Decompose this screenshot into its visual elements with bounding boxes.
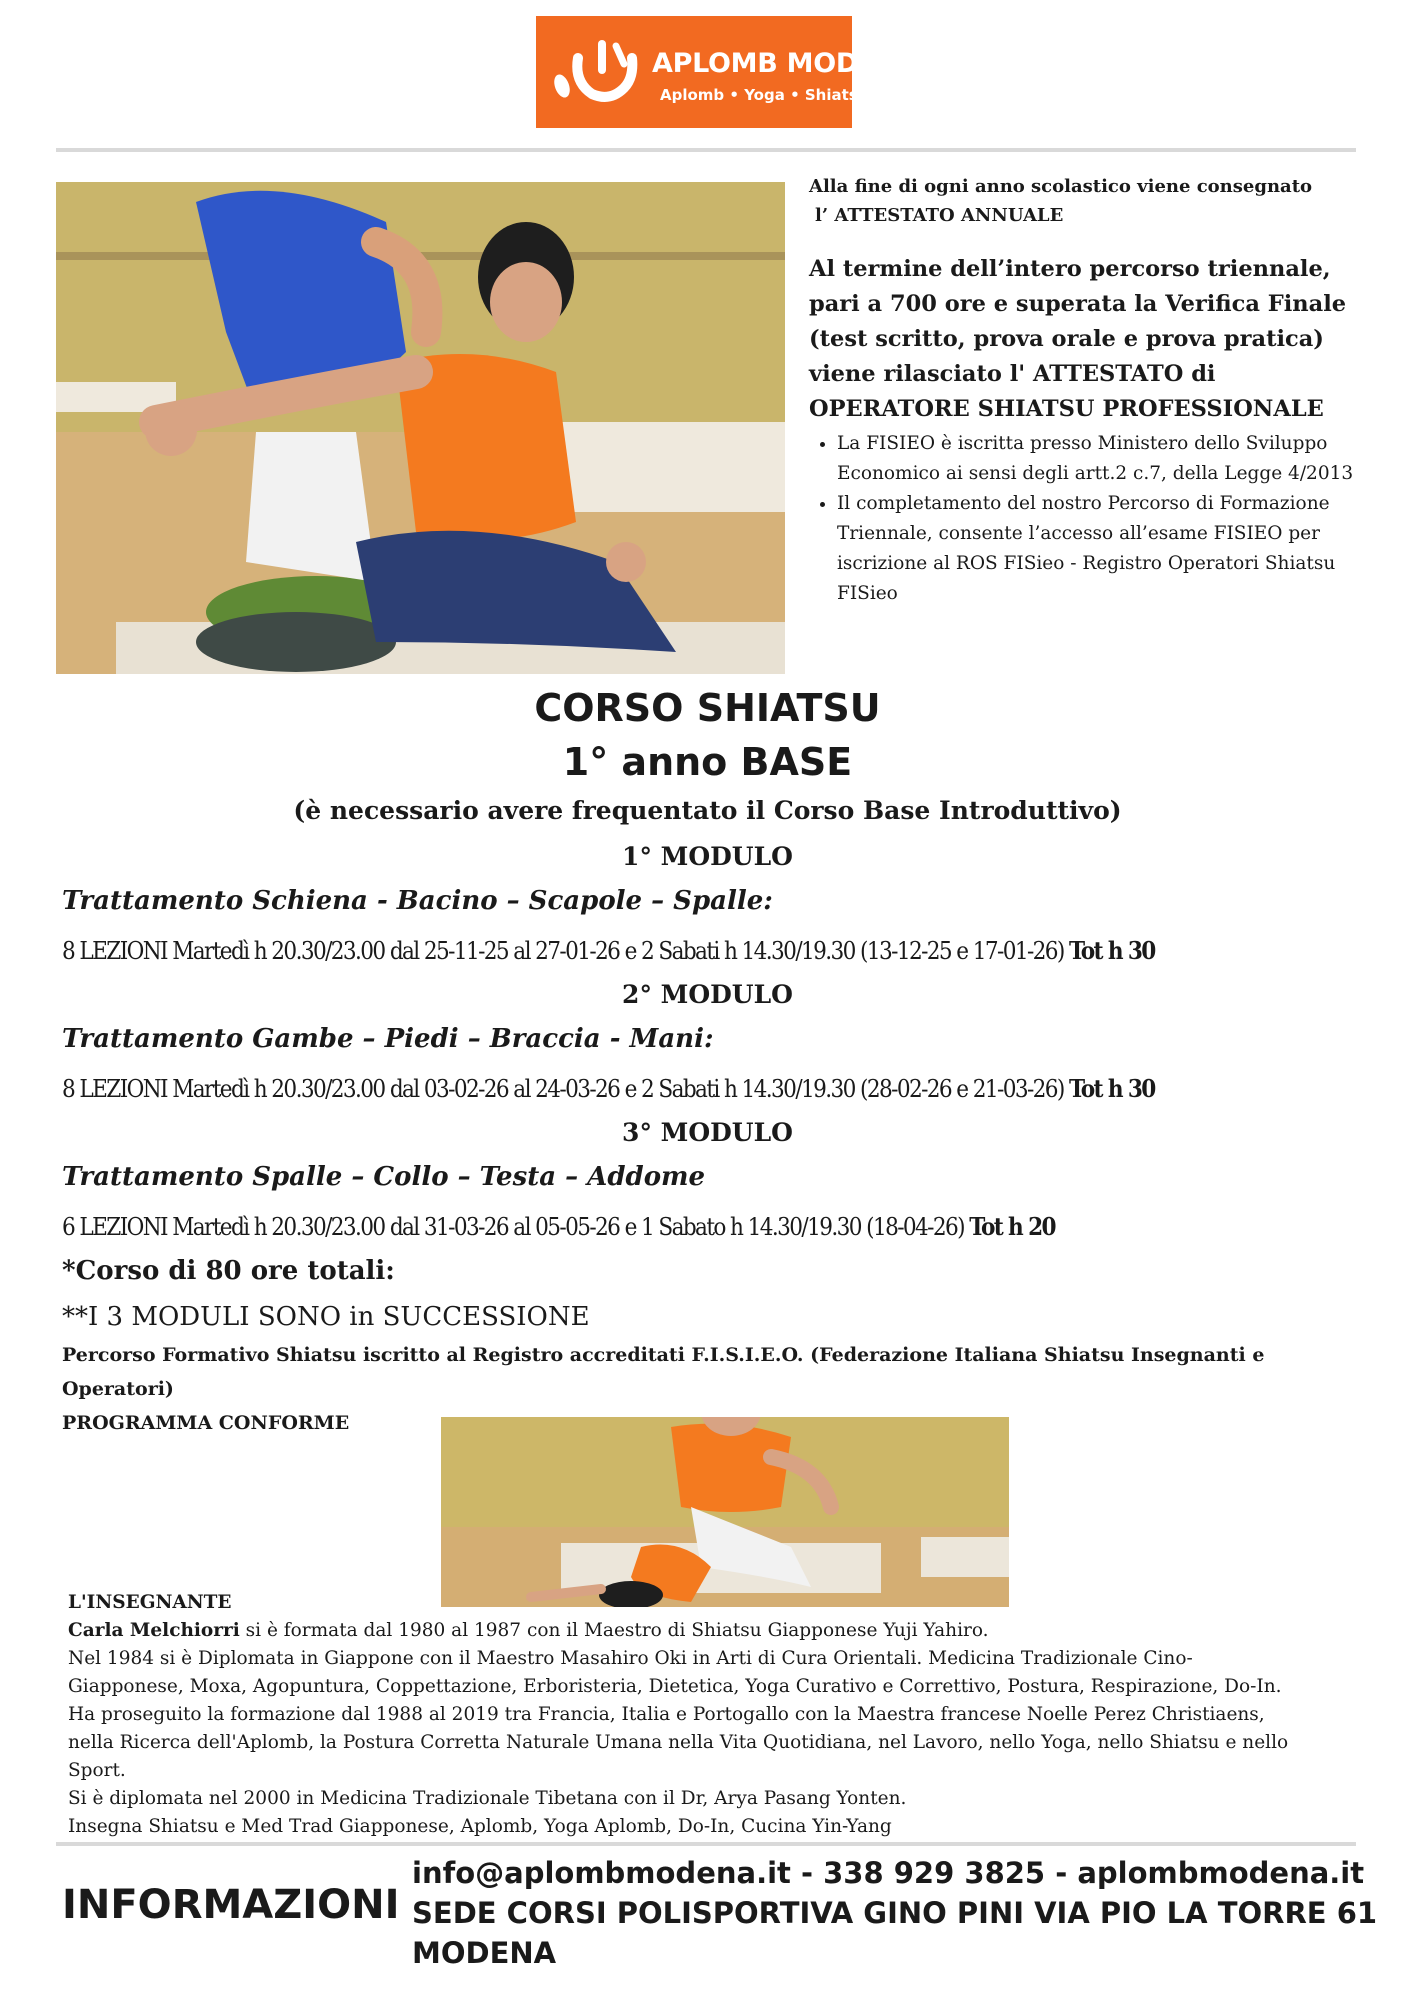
- brand-tagline: Aplomb • Yoga • Shiatsu: [660, 86, 869, 104]
- module-1-schedule: 8 LEZIONI Martedì h 20.30/23.00 dal 25-11-25 al 27-01-26 e 2 Sabati h 14.30/19.30 (13-12-25 e 17-01-26) Tot h 30: [62, 936, 1155, 965]
- registry-text: Percorso Formativo Shiatsu iscritto al Registro accreditati F.I.S.I.E.O. (Federazione Italiana Shiatsu Insegnanti e Operatori) PROGRAMMA CONFORME: [62, 1344, 1265, 1434]
- module-2-schedule: 8 LEZIONI Martedì h 20.30/23.00 dal 03-02-26 al 24-03-26 e 2 Sabati h 14.30/19.30 (28-02-26 e 21-03-26) Tot h 30: [62, 1074, 1155, 1103]
- teacher-bio-line: Ha proseguito la formazione dal 1988 al 2019 tra Francia, Italia e Portogallo con la Maestra francese Noelle Perez Christiaens,: [68, 1704, 1265, 1725]
- top-divider: [56, 148, 1356, 152]
- info-contact[interactable]: info@aplombmodena.it - 338 929 3825 - aplombmodena.it: [412, 1856, 1365, 1890]
- annual-certificate-text: Alla fine di ogni anno scolastico viene consegnato l’ ATTESTATO ANNUALE: [809, 176, 1313, 226]
- module-2-heading: 2° MODULO: [622, 980, 793, 1009]
- certificate-section: [809, 172, 1369, 609]
- teacher-name: Carla Melchiorri: [68, 1620, 240, 1641]
- shiatsu-photo-leg-treatment: [441, 1417, 1009, 1607]
- certificate-bullets: [809, 429, 1369, 609]
- shiatsu-photo-shoulder-stretch: [56, 182, 785, 674]
- module-1-treatment: Trattamento Schiena - Bacino – Scapole – Spalle:: [62, 886, 773, 916]
- aplomb-logo-icon: [552, 38, 642, 108]
- module-3-treatment: Trattamento Spalle – Collo – Testa – Addome: [62, 1162, 706, 1192]
- info-label: INFORMAZIONI: [62, 1882, 400, 1928]
- module-1-heading: 1° MODULO: [622, 842, 793, 871]
- teacher-bio-line: Carla Melchiorri si è formata dal 1980 al 1987 con il Maestro di Shiatsu Giapponese Yuji Yahiro.: [68, 1620, 989, 1641]
- bullet-item: • Il completamento del nostro Percorso di Formazione Triennale, consente l’accesso all’esame FISIEO per iscrizione al ROS FISieo - Registro Operatori Shiatsu FISieo: [837, 489, 1369, 609]
- info-city: MODENA: [412, 1936, 557, 1970]
- teacher-bio-line: Nel 1984 si è Diplomata in Giappone con il Maestro Masahiro Oki in Arti di Cura Orientali. Medicina Tradizionale Cino-: [68, 1648, 1193, 1669]
- teacher-section: [68, 1589, 1388, 1841]
- teacher-title: L'INSEGNANTE: [68, 1592, 232, 1613]
- info-contact-block: [412, 1853, 1412, 1973]
- module-3-heading: 3° MODULO: [622, 1118, 793, 1147]
- teacher-bio-line: Sport.: [68, 1760, 126, 1781]
- brand-name: APLOMB MODENA: [652, 48, 919, 79]
- teacher-bio-line: Giapponese, Moxa, Agopuntura, Coppettazione, Erboristeria, Dietetica, Yoga Curativo e Correttivo, Postura, Respirazione, Do-In.: [68, 1676, 1282, 1697]
- module-3-schedule: 6 LEZIONI Martedì h 20.30/23.00 dal 31-03-26 al 05-05-26 e 1 Sabato h 14.30/19.30 (18-04-26) Tot h 20: [62, 1212, 1055, 1241]
- total-hours: *Corso di 80 ore totali:: [62, 1256, 395, 1286]
- teacher-bio-line: Si è diplomata nel 2000 in Medicina Tradizionale Tibetana con il Dr, Arya Pasang Yonten.: [68, 1788, 907, 1809]
- course-prerequisite: (è necessario avere frequentato il Corso Base Introduttivo): [293, 796, 1122, 825]
- final-certificate-text: Al termine dell’intero percorso triennale, pari a 700 ore e superata la Verifica Finale (test scritto, prova orale e prova pratica) viene rilasciato l' ATTESTATO di OPERATORE SHIATSU PROFESSIONALE: [809, 256, 1347, 422]
- course-year: 1° anno BASE: [562, 740, 853, 784]
- teacher-bio-line: nella Ricerca dell'Aplomb, la Postura Corretta Naturale Umana nella Vita Quotidiana, nel Lavoro, nello Yoga, nello Shiatsu e nello: [68, 1732, 1289, 1753]
- bottom-divider: [56, 1842, 1356, 1846]
- teacher-bio-line: Insegna Shiatsu e Med Trad Giapponese, Aplomb, Yoga Aplomb, Do-In, Cucina Yin-Yang: [68, 1816, 892, 1837]
- brand-logo: [536, 16, 919, 128]
- info-venue: SEDE CORSI POLISPORTIVA GINO PINI VIA PIO LA TORRE 61: [412, 1896, 1378, 1930]
- bullet-item: • La FISIEO è iscritta presso Ministero dello Sviluppo Economico ai sensi degli artt.2 c.7, della Legge 4/2013: [837, 429, 1369, 489]
- modules-succession: **I 3 MODULI SONO in SUCCESSIONE: [62, 1302, 590, 1332]
- course-title: CORSO SHIATSU: [534, 686, 881, 730]
- module-2-treatment: Trattamento Gambe – Piedi – Braccia - Mani:: [62, 1024, 714, 1054]
